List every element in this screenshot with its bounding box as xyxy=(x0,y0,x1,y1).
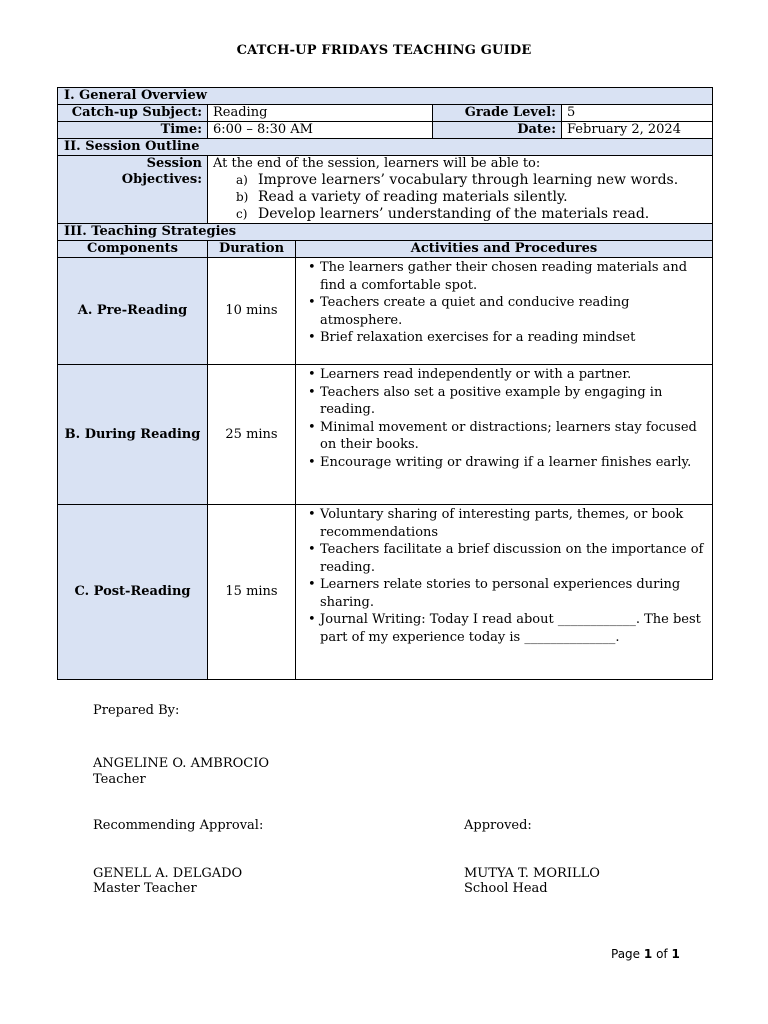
activity-list xyxy=(301,259,707,347)
duration-pre-reading: 10 mins xyxy=(208,258,296,365)
teaching-guide-table xyxy=(57,87,713,680)
date-value: February 2, 2024 xyxy=(562,122,713,139)
objectives-intro: At the end of the session, learners will be able to: xyxy=(213,156,541,171)
session-objectives-label-line1: Session xyxy=(146,156,202,171)
column-header-duration: Duration xyxy=(208,241,296,258)
subject-value: Reading xyxy=(208,105,433,122)
objective-marker: c) xyxy=(236,207,248,221)
objectives-list xyxy=(213,172,707,223)
objective-item xyxy=(213,189,707,206)
prepared-by-role: Teacher xyxy=(93,772,146,787)
recommending-approval-role: Master Teacher xyxy=(93,881,197,896)
time-label: Time: xyxy=(58,122,208,139)
of-word: of xyxy=(656,947,668,961)
session-objectives-content xyxy=(208,156,713,224)
page-current-number: 1 xyxy=(643,947,653,961)
activity-list xyxy=(301,506,707,646)
table-row xyxy=(58,258,713,365)
column-header-components: Components xyxy=(58,241,208,258)
objective-item xyxy=(213,172,707,189)
activity-item: • Teachers create a quiet and conducive reading atmosphere. xyxy=(320,294,707,329)
activity-list xyxy=(301,366,707,471)
component-post-reading: C. Post-Reading xyxy=(58,505,208,680)
activity-item: • Teachers facilitate a brief discussion on the importance of reading. xyxy=(320,541,707,576)
objective-item xyxy=(213,206,707,223)
activities-pre-reading xyxy=(296,258,713,365)
approved-name: MUTYA T. MORILLO xyxy=(464,866,600,881)
activity-item: • Voluntary sharing of interesting parts, themes, or book recommendations xyxy=(320,506,707,541)
activity-item: • The learners gather their chosen reading materials and find a comfortable spot. xyxy=(320,259,707,294)
date-label: Date: xyxy=(433,122,562,139)
activities-post-reading xyxy=(296,505,713,680)
prepared-by-name: ANGELINE O. AMBROCIO xyxy=(93,756,270,771)
duration-post-reading: 15 mins xyxy=(208,505,296,680)
objective-marker: a) xyxy=(236,173,248,187)
activity-item: • Journal Writing: Today I read about ____________. The best part of my experience today is ______________. xyxy=(320,611,707,646)
session-objectives-label xyxy=(58,156,208,224)
activity-item: • Teachers also set a positive example by engaging in reading. xyxy=(320,384,707,419)
section-teaching-strategies: III. Teaching Strategies xyxy=(58,224,713,241)
section-session-outline: II. Session Outline xyxy=(58,139,713,156)
component-pre-reading: A. Pre-Reading xyxy=(58,258,208,365)
approved-label: Approved: xyxy=(464,818,532,833)
activity-item: • Minimal movement or distractions; learners stay focused on their books. xyxy=(320,419,707,454)
subject-label: Catch-up Subject: xyxy=(58,105,208,122)
activity-item: • Learners relate stories to personal experiences during sharing. xyxy=(320,576,707,611)
time-value: 6:00 – 8:30 AM xyxy=(208,122,433,139)
objective-text: Develop learners’ understanding of the materials read. xyxy=(258,206,650,222)
activity-item: • Brief relaxation exercises for a reading mindset xyxy=(320,329,707,347)
activities-during-reading xyxy=(296,365,713,505)
objective-marker: b) xyxy=(236,190,249,204)
page-word: Page xyxy=(611,947,641,961)
objective-text: Read a variety of reading materials silently. xyxy=(258,189,568,205)
grade-level-value: 5 xyxy=(562,105,713,122)
table-row xyxy=(58,365,713,505)
grade-level-label: Grade Level: xyxy=(433,105,562,122)
document-title: CATCH-UP FRIDAYS TEACHING GUIDE xyxy=(236,43,532,58)
activity-item: • Encourage writing or drawing if a learner finishes early. xyxy=(320,454,707,472)
recommending-approval-name: GENELL A. DELGADO xyxy=(93,866,243,881)
component-during-reading: B. During Reading xyxy=(58,365,208,505)
session-objectives-label-line2: Objectives: xyxy=(121,172,202,187)
prepared-by-label: Prepared By: xyxy=(93,703,180,718)
approved-role: School Head xyxy=(464,881,548,896)
section-general-overview: I. General Overview xyxy=(58,88,713,105)
page-total-number: 1 xyxy=(671,947,680,961)
page-footer xyxy=(611,947,680,961)
recommending-approval-label: Recommending Approval: xyxy=(93,818,264,833)
objective-text: Improve learners’ vocabulary through learning new words. xyxy=(258,172,679,188)
column-header-activities: Activities and Procedures xyxy=(296,241,713,258)
table-row xyxy=(58,505,713,680)
duration-during-reading: 25 mins xyxy=(208,365,296,505)
activity-item: • Learners read independently or with a partner. xyxy=(320,366,707,384)
